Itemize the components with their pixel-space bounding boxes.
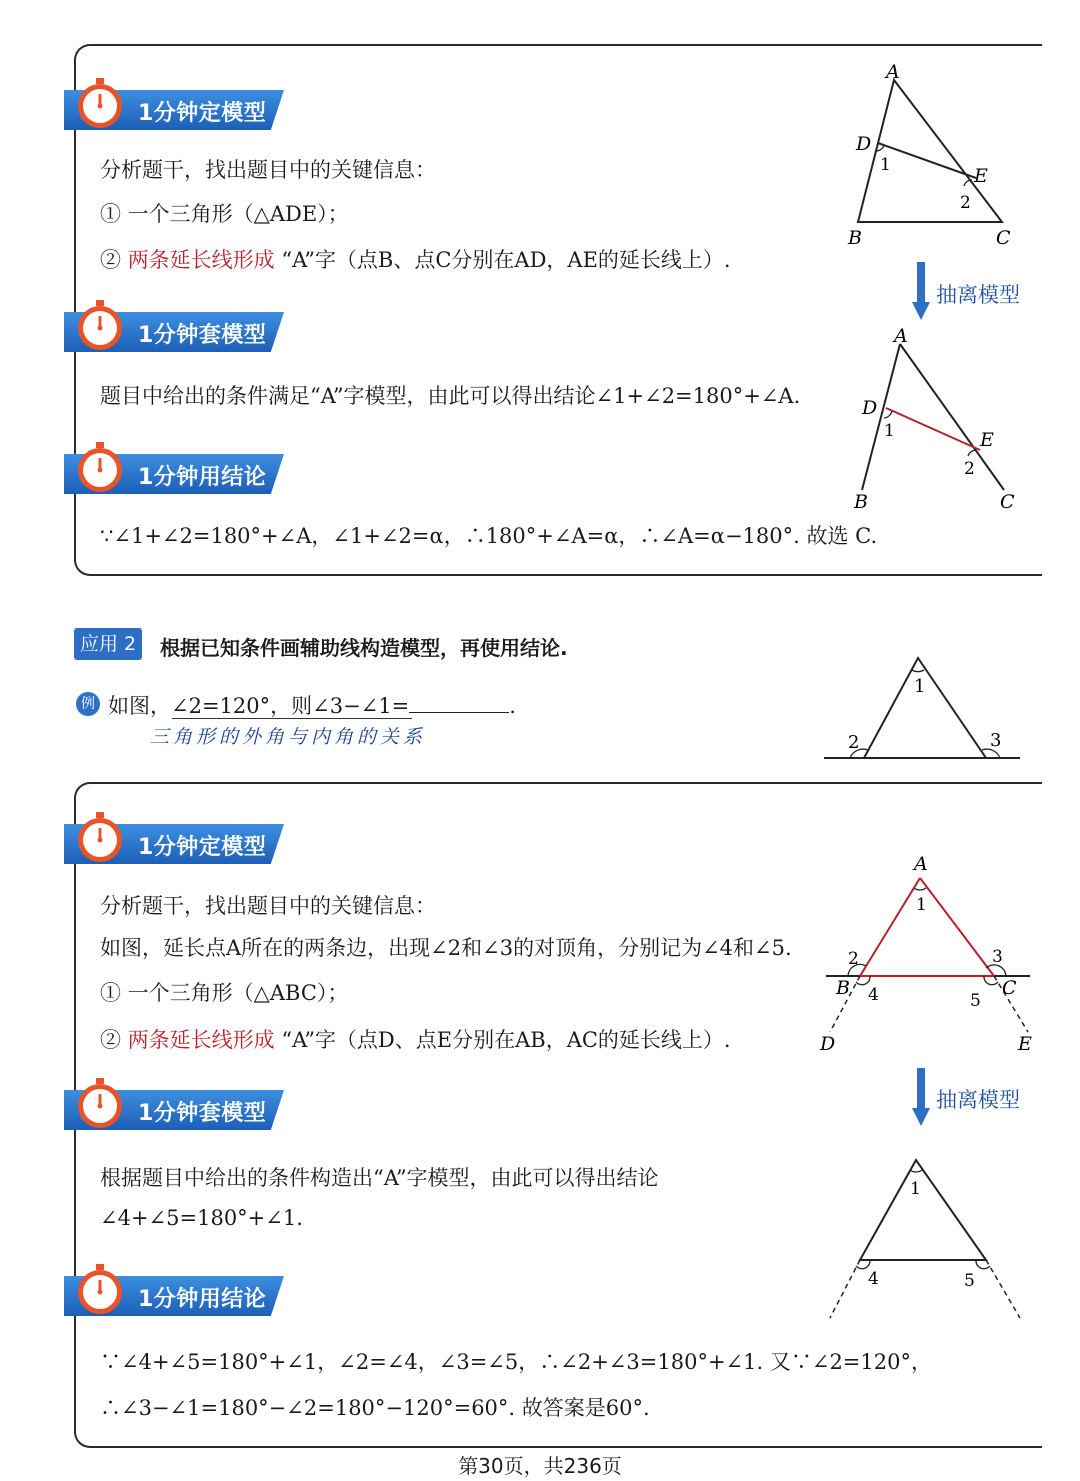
point-2-highlight: 两条延长线形成 — [127, 1028, 275, 1052]
point-2-marker: ② — [100, 248, 121, 272]
figure-triangle-abc — [818, 848, 1040, 1058]
label-E: E — [980, 429, 994, 451]
extract-model-label: 抽离模型 — [936, 283, 1020, 307]
label-5: 5 — [970, 991, 981, 1011]
answer-blank[interactable] — [409, 694, 509, 713]
label-B: B — [848, 227, 862, 249]
label-2: 2 — [848, 732, 860, 753]
stopwatch-icon — [74, 812, 126, 864]
label-D: D — [862, 397, 878, 419]
badge-label: 1分钟用结论 — [138, 465, 267, 490]
analysis-intro: 分析题干，找出题目中的关键信息： — [100, 158, 436, 182]
down-arrow-icon — [912, 1068, 930, 1126]
stopwatch-icon — [74, 300, 126, 352]
hint-annotation: 三角形的外角与内角的关系 — [150, 726, 427, 748]
label-A: A — [914, 853, 928, 875]
point-1 — [100, 198, 349, 228]
question-text: 如图，∠2=120°，则∠3−∠1= — [108, 694, 410, 718]
stopwatch-icon — [74, 78, 126, 130]
point-2-highlight: 两条延长线形成 — [127, 248, 275, 272]
label-1: 1 — [880, 155, 891, 175]
stopwatch-icon — [74, 442, 126, 494]
extract-model-label: 抽离模型 — [936, 1088, 1020, 1112]
label-2: 2 — [848, 949, 859, 969]
badge-label: 1分钟套模型 — [138, 323, 267, 348]
label-E: E — [1018, 1033, 1032, 1055]
label-2: 2 — [960, 193, 971, 213]
point-2-marker: ② — [100, 1028, 121, 1052]
label-1: 1 — [914, 676, 926, 697]
label-2: 2 — [964, 459, 975, 479]
analysis-line-2: 如图，延长点A所在的两条边，出现∠2和∠3的对顶角，分别记为∠4和∠5. — [100, 936, 792, 960]
label-1: 1 — [910, 1179, 921, 1199]
figure-example-triangle — [820, 650, 1030, 766]
label-4: 4 — [868, 985, 879, 1005]
label-C: C — [996, 227, 1011, 249]
badge-label: 1分钟套模型 — [138, 1101, 267, 1126]
point-2 — [100, 1024, 731, 1054]
figure-triangle-ade — [840, 58, 1030, 258]
label-B: B — [854, 491, 868, 513]
point-2 — [100, 244, 731, 274]
conclusion-line-1: ∵∠4+∠5=180°+∠1，∠2=∠4，∠3=∠5，∴∠2+∠3=180°+∠1. 又∵∠2=120°， — [100, 1350, 932, 1374]
label-E: E — [974, 165, 988, 187]
point-1-text: 一个三角形（△ABC）； — [127, 981, 349, 1005]
label-1: 1 — [916, 895, 927, 915]
point-2-text: “A”字（点B、点C分别在AD，AE的延长线上）. — [281, 248, 731, 272]
figure-a-model-2 — [824, 1154, 1030, 1324]
point-1-marker: ① — [100, 981, 121, 1005]
label-3: 3 — [992, 947, 1003, 967]
conclusion-line-2: ∴∠3−∠1=180°−∠2=180°−120°=60°. 故答案是60°. — [100, 1396, 650, 1420]
apply-line-2: ∠4+∠5=180°+∠1. — [100, 1206, 303, 1230]
apply-text: 题目中给出的条件满足“A”字模型，由此可以得出结论∠1+∠2=180°+∠A. — [100, 384, 801, 408]
label-D: D — [856, 133, 872, 155]
label-A: A — [894, 325, 908, 347]
point-1-text: 一个三角形（△ADE）； — [127, 202, 349, 226]
label-A: A — [886, 61, 900, 83]
badge-label: 1分钟定模型 — [138, 835, 267, 860]
example-question — [108, 690, 516, 720]
hint-underline — [172, 718, 412, 719]
analysis-intro: 分析题干，找出题目中的关键信息： — [100, 894, 436, 918]
apply-line-1: 根据题目中给出的条件构造出“A”字模型，由此可以得出结论 — [100, 1166, 659, 1190]
label-D: D — [820, 1033, 836, 1055]
stopwatch-icon — [74, 1078, 126, 1130]
application-title: 根据已知条件画辅助线构造模型，再使用结论. — [160, 636, 568, 660]
label-C: C — [1000, 491, 1015, 513]
down-arrow-icon — [912, 262, 930, 320]
label-4: 4 — [868, 1269, 879, 1289]
label-B: B — [836, 977, 850, 999]
point-1 — [100, 977, 348, 1007]
badge-label: 1分钟定模型 — [138, 101, 267, 126]
label-C: C — [1002, 977, 1017, 999]
point-1-marker: ① — [100, 202, 121, 226]
stopwatch-icon — [74, 1264, 126, 1316]
label-5: 5 — [964, 1271, 975, 1291]
application-label: 应用 2 — [74, 628, 142, 660]
label-3: 3 — [990, 730, 1002, 751]
label-1: 1 — [884, 421, 895, 441]
badge-label: 1分钟用结论 — [138, 1287, 267, 1312]
conclusion-text: ∵∠1+∠2=180°+∠A，∠1+∠2=α，∴180°+∠A=α，∴∠A=α−180°. 故选 C. — [100, 524, 878, 548]
example-icon: 例 — [76, 692, 100, 716]
page-footer: 第30页，共236页 — [458, 1454, 622, 1478]
question-suffix: . — [509, 694, 516, 718]
figure-a-model-1 — [840, 322, 1030, 518]
point-2-text: “A”字（点D、点E分别在AB，AC的延长线上）. — [281, 1028, 731, 1052]
